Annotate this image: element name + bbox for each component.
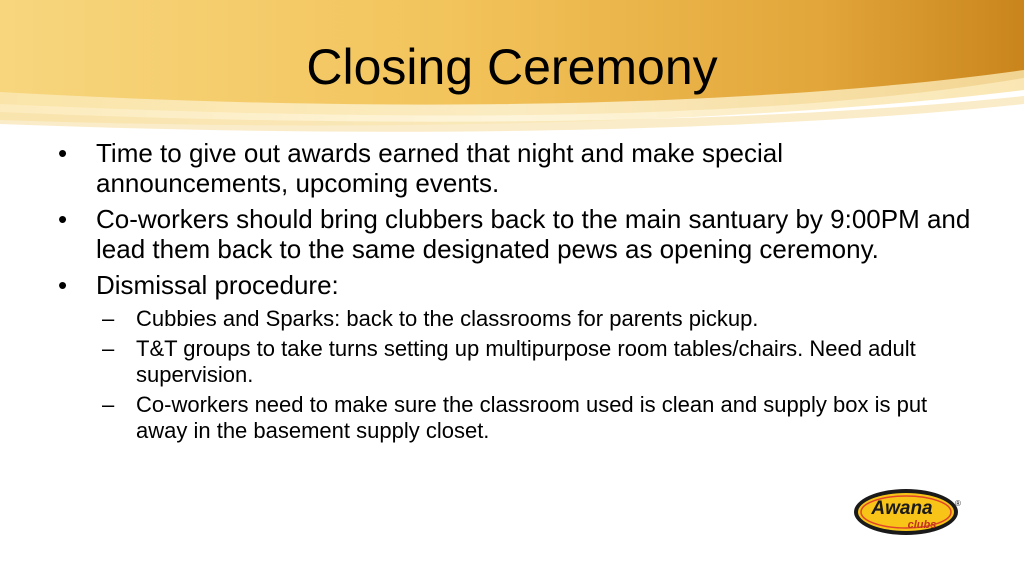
bullet-item [52, 204, 972, 264]
dash-marker: – [102, 306, 115, 331]
dash-marker: – [102, 392, 115, 417]
logo-registered-mark: ® [955, 499, 961, 508]
sub-bullet-text: Co-workers need to make sure the classroom used is clean and supply box is put away in the basement supply closet. [136, 392, 928, 443]
sub-bullet-item [96, 306, 972, 332]
slide-title: Closing Ceremony [306, 39, 718, 95]
bullet-marker: • [58, 204, 68, 234]
bullet-text: Time to give out awards earned that night and make special announcements, upcoming events. [96, 138, 783, 198]
logo-word-clubs: clubs [907, 519, 937, 531]
bullet-item [52, 138, 972, 198]
awana-clubs-logo [852, 486, 964, 538]
sub-bullet-text: T&T groups to take turns setting up multipurpose room tables/chairs. Need adult supervision. [136, 336, 916, 387]
bullet-list [52, 138, 972, 448]
bullet-item [52, 270, 972, 300]
sub-bullet-item [96, 392, 972, 444]
dash-marker: – [102, 336, 115, 361]
bullet-marker: • [58, 270, 68, 300]
logo-word-awana: Awana [871, 498, 933, 519]
bullet-marker: • [58, 138, 68, 168]
sub-bullet-item [96, 336, 972, 388]
bullet-text: Dismissal procedure: [96, 270, 339, 300]
sub-bullet-text: Cubbies and Sparks: back to the classrooms for parents pickup. [136, 306, 759, 331]
sub-bullet-list [96, 306, 972, 444]
bullet-text: Co-workers should bring clubbers back to the main santuary by 9:00PM and lead them back to the same designated pews as opening ceremony. [96, 204, 971, 264]
